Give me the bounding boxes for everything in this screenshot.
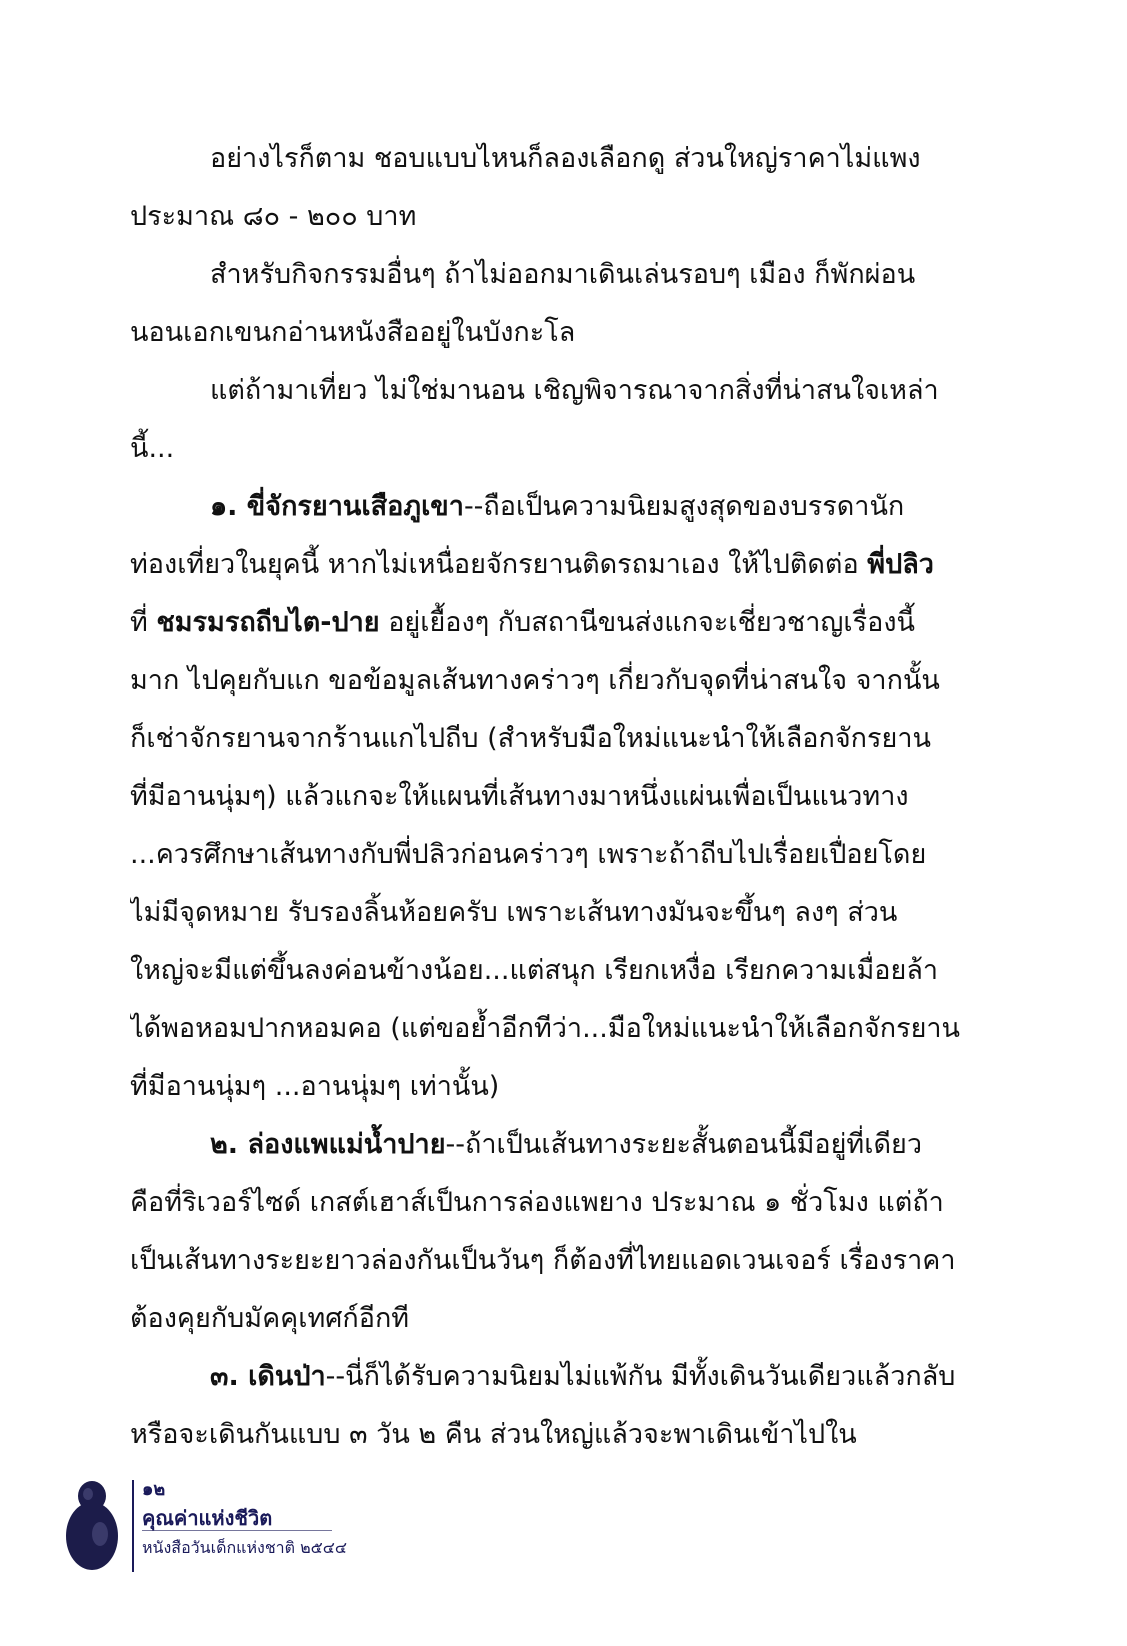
- item-1-heading: ๑. ขี่จักรยานเสือภูเขา: [210, 491, 464, 522]
- footer-divider: [132, 1480, 134, 1572]
- text-line: ต้องคุยกับมัคคุเทศก์อีกที: [130, 1303, 410, 1334]
- text-line: ท่องเที่ยวในยุคนี้ หากไม่เหนื่อยจักรยานติดรถมาเอง ให้ไปติดต่อ: [130, 549, 859, 580]
- text-line: --ถ้าเป็นเส้นทางระยะสั้นตอนนี้มีอยู่ที่เดียว: [445, 1129, 922, 1160]
- text-line: มาก ไปคุยกับแก ขอข้อมูลเส้นทางคร่าวๆ เกี่ยวกับจุดที่น่าสนใจ จากนั้น: [130, 665, 940, 696]
- item-2-line: [130, 1116, 970, 1174]
- text-line: ก็เช่าจักรยานจากร้านแกไปถีบ (สำหรับมือใหม่แนะนำให้เลือกจักรยาน: [130, 723, 931, 754]
- page-footer: [62, 1474, 382, 1584]
- text-line: --ถือเป็นความนิยมสูงสุดของบรรดานัก: [463, 491, 905, 522]
- text-line: นอนเอกเขนกอ่านหนังสืออยู่ในบังกะโล: [130, 317, 576, 348]
- text-line: อย่างไรก็ตาม ชอบแบบไหนก็ลองเลือกดู ส่วนใหญ่ราคาไม่แพง: [210, 143, 921, 174]
- text-line: หรือจะเดินกันแบบ ๓ วัน ๒ คืน ส่วนใหญ่แล้วจะพาเดินเข้าไปใน: [130, 1419, 857, 1450]
- club-name: ชมรมรถถีบไต-ปาย: [156, 607, 380, 638]
- text-line: --นี่ก็ได้รับความนิยมไม่แพ้กัน มีทั้งเดินวันเดียวแล้วกลับ: [325, 1361, 956, 1392]
- text-line: สำหรับกิจกรรมอื่นๆ ถ้าไม่ออกมาเดินเล่นรอบๆ เมือง ก็พักผ่อน: [210, 259, 916, 290]
- ti-word: ที่: [130, 607, 148, 638]
- text-line: ...ควรศึกษาเส้นทางกับพี่ปลิวก่อนคร่าวๆ เพราะถ้าถีบไปเรื่อยเปื่อยโดย: [130, 839, 927, 870]
- text-line: [130, 594, 970, 652]
- text-line: ไม่มีจุดหมาย รับรองลิ้นห้อยครับ เพราะเส้นทางมันจะขึ้นๆ ลงๆ ส่วน: [130, 897, 898, 928]
- footer-separator: [142, 1530, 332, 1531]
- text-line: [130, 536, 970, 594]
- text-line: คือที่ริเวอร์ไซด์ เกสต์เฮาส์เป็นการล่องแพยาง ประมาณ ๑ ชั่วโมง แต่ถ้า: [130, 1187, 944, 1218]
- text-line: ประมาณ ๘๐ - ๒๐๐ บาท: [130, 201, 417, 232]
- child-photo-emblem: [62, 1474, 122, 1574]
- item-3-heading: ๓. เดินป่า: [210, 1361, 326, 1392]
- item-2-heading: ๒. ล่องแพแม่น้ำปาย: [210, 1129, 446, 1160]
- text-line: เป็นเส้นทางระยะยาวล่องกันเป็นวันๆ ก็ต้องที่ไทยแอดเวนเจอร์ เรื่องราคา: [130, 1245, 956, 1276]
- page-number: ๑๒: [142, 1479, 166, 1500]
- item-3-line: [130, 1348, 970, 1406]
- contact-name: พี่ปลิว: [867, 549, 934, 580]
- book-subtitle: หนังสือวันเด็กแห่งชาติ ๒๕๔๔: [142, 1538, 348, 1557]
- text-line: นี้...: [130, 433, 175, 464]
- item-1-line: [130, 478, 970, 536]
- body-text: [130, 130, 970, 1464]
- text-line: แต่ถ้ามาเที่ยว ไม่ใช่มานอน เชิญพิจารณาจากสิ่งที่น่าสนใจเหล่า: [210, 375, 939, 406]
- text-line: อยู่เยื้องๆ กับสถานีขนส่งแกจะเชี่ยวชาญเรื่องนี้: [388, 607, 915, 638]
- book-title: คุณค่าแห่งชีวิต: [142, 1506, 273, 1530]
- text-line: ได้พอหอมปากหอมคอ (แต่ขอย้ำอีกทีว่า...มือใหม่แนะนำให้เลือกจักรยาน: [130, 1013, 961, 1044]
- text-line: ที่มีอานนุ่มๆ) แล้วแกจะให้แผนที่เส้นทางมาหนึ่งแผ่นเพื่อเป็นแนวทาง: [130, 781, 909, 812]
- text-line: ที่มีอานนุ่มๆ ...อานนุ่มๆ เท่านั้น): [130, 1071, 500, 1102]
- text-line: ใหญ่จะมีแต่ขึ้นลงค่อนข้างน้อย...แต่สนุก เรียกเหงื่อ เรียกความเมื่อยล้า: [130, 955, 939, 986]
